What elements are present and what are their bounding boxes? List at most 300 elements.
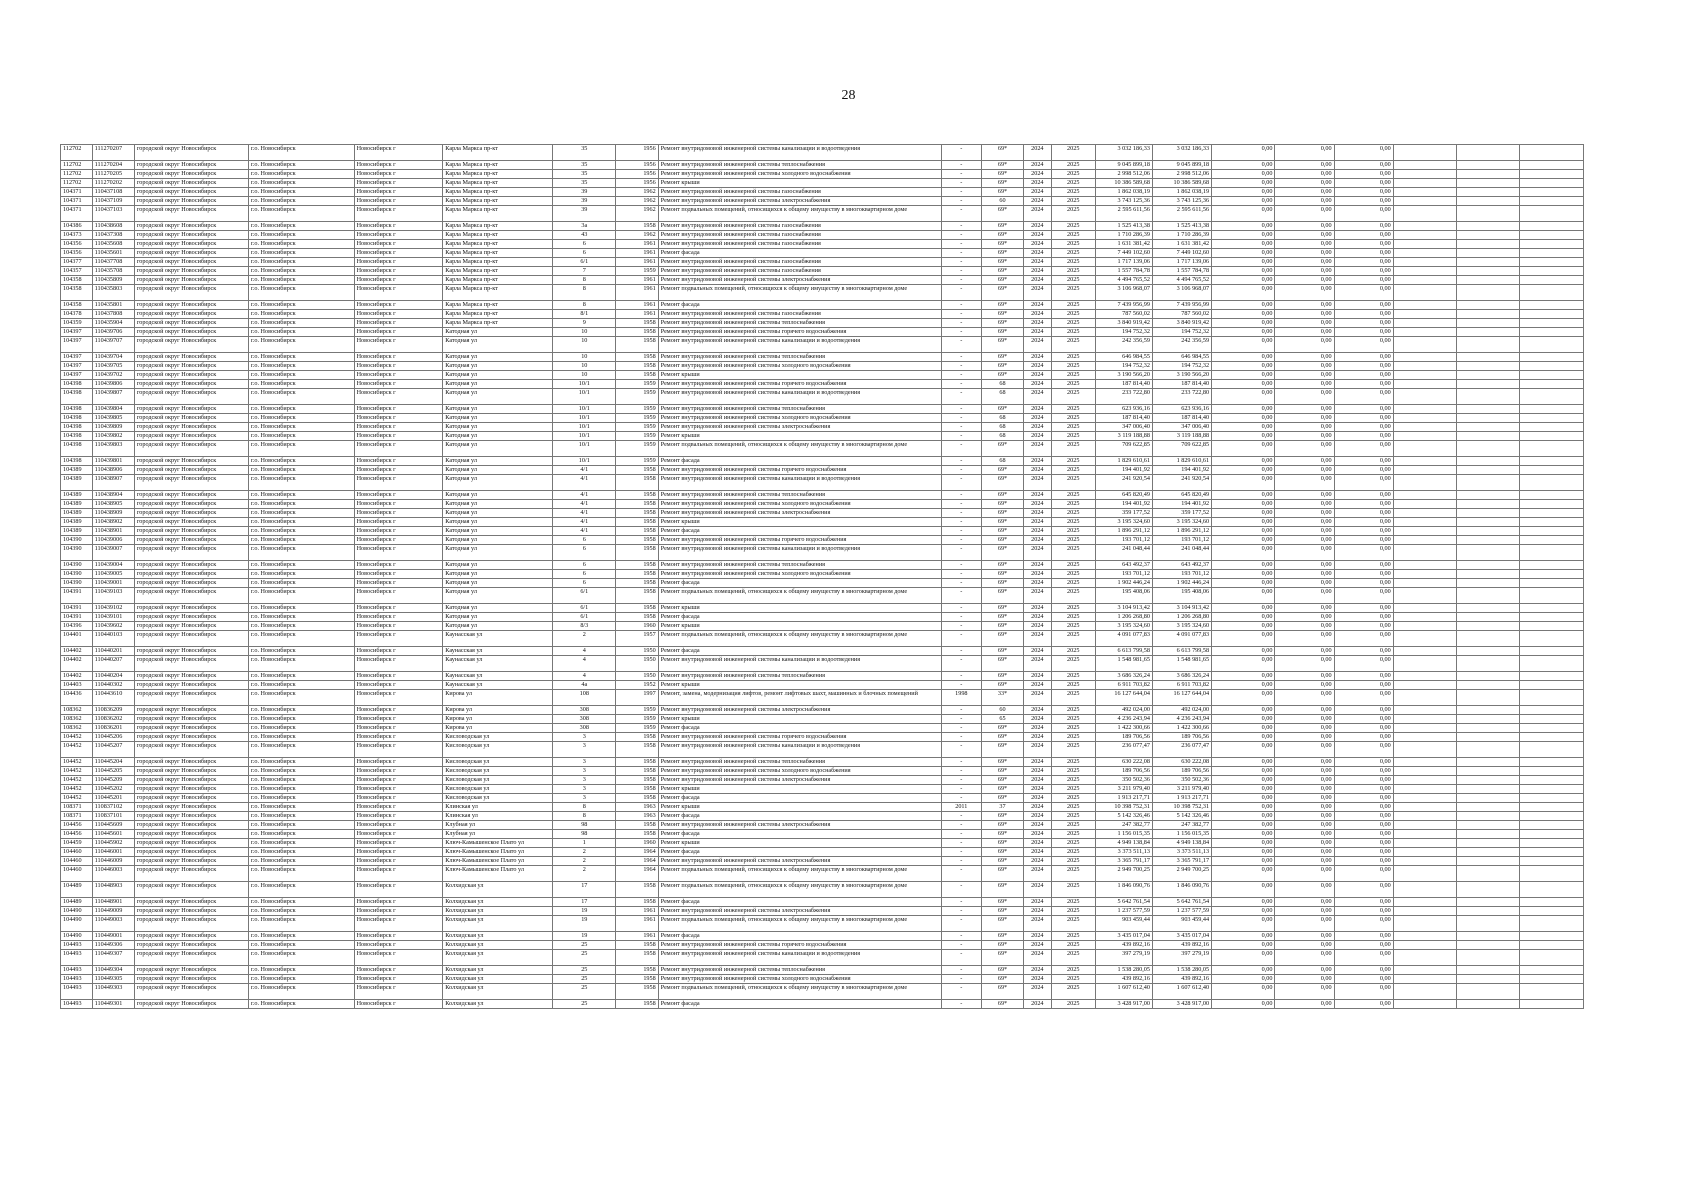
regional-cost-cell: 0,00 [1275, 432, 1334, 441]
house-number-cell: 4 [553, 647, 616, 656]
city-cell: Новосибирск г [354, 647, 443, 656]
work-type-cell: Ремонт крыши [658, 179, 941, 188]
street-cell: Катодная ул [443, 457, 553, 466]
build-year-cell: 1959 [616, 724, 658, 733]
street-cell: Ключ-Камышенское Плато ул [443, 839, 553, 848]
settlement-cell: г.о. Новосибирск [248, 536, 354, 545]
plan-year-end-cell: 2025 [1051, 848, 1095, 857]
total-cost-cell: 189 706,56 [1095, 733, 1152, 742]
fund-cost-cell: 5 142 326,46 [1152, 812, 1211, 821]
local-cost-cell: 0,00 [1334, 907, 1393, 916]
empty-cell-3 [1520, 545, 1584, 561]
empty-cell-2 [1457, 267, 1520, 276]
street-cell: Карла Маркса пр-кт [443, 188, 553, 197]
plan-year-end-cell: 2025 [1051, 197, 1095, 206]
local-cost-cell: 0,00 [1334, 222, 1393, 231]
total-cost-cell: 1 829 610,61 [1095, 457, 1152, 466]
plan-year-end-cell: 2025 [1051, 579, 1095, 588]
local-cost-cell: 0,00 [1334, 145, 1393, 161]
empty-cell-2 [1457, 371, 1520, 380]
total-cost-cell: 359 177,52 [1095, 509, 1152, 518]
fund-cost-cell: 189 706,56 [1152, 767, 1211, 776]
federal-cost-cell: 0,00 [1212, 466, 1275, 475]
regional-cost-cell: 0,00 [1275, 950, 1334, 966]
regional-cost-cell: 0,00 [1275, 706, 1334, 715]
build-year-cell: 1961 [616, 932, 658, 941]
regional-cost-cell: 0,00 [1275, 882, 1334, 898]
house-number-cell: 6 [553, 545, 616, 561]
municipality-cell: городской округ Новосибирск [134, 898, 248, 907]
settlement-cell: г.о. Новосибирск [248, 161, 354, 170]
work-type-cell: Ремонт внутридомовой инженерной системы электроснабжения [658, 423, 941, 432]
city-cell: Новосибирск г [354, 767, 443, 776]
local-cost-cell: 0,00 [1334, 690, 1393, 706]
empty-cell-2 [1457, 690, 1520, 706]
municipality-cell: городской округ Новосибирск [134, 518, 248, 527]
table-row [61, 803, 1584, 812]
empty-cell-1 [1393, 916, 1456, 932]
work-type-cell: Ремонт подвальных помещений, относящихся к общему имуществу в многоквартирном доме [658, 866, 941, 882]
local-cost-cell: 0,00 [1334, 613, 1393, 622]
building-id-cell: 112702 [61, 179, 93, 188]
fund-cost-cell: 4 494 765,52 [1152, 276, 1211, 285]
plan-year-start-cell: 2024 [1024, 380, 1051, 389]
plan-year-start-cell: 2024 [1024, 724, 1051, 733]
local-cost-cell: 0,00 [1334, 794, 1393, 803]
plan-year-start-cell: 2024 [1024, 310, 1051, 319]
empty-cell-3 [1520, 500, 1584, 509]
table-row [61, 733, 1584, 742]
settlement-cell: г.о. Новосибирск [248, 258, 354, 267]
table-row [61, 561, 1584, 570]
wear-percent-cell: 69* [981, 231, 1023, 240]
municipality-cell: городской округ Новосибирск [134, 631, 248, 647]
last-repair-year-cell: - [941, 830, 981, 839]
settlement-cell: г.о. Новосибирск [248, 475, 354, 491]
work-id-cell: 110439102 [92, 604, 134, 613]
empty-cell-3 [1520, 405, 1584, 414]
city-cell: Новосибирск г [354, 604, 443, 613]
empty-cell-1 [1393, 690, 1456, 706]
total-cost-cell: 7 439 956,99 [1095, 301, 1152, 310]
work-type-cell: Ремонт фасада [658, 613, 941, 622]
empty-cell-2 [1457, 706, 1520, 715]
empty-cell-3 [1520, 812, 1584, 821]
local-cost-cell: 0,00 [1334, 724, 1393, 733]
house-number-cell: 25 [553, 1000, 616, 1009]
fund-cost-cell: 3 743 125,36 [1152, 197, 1211, 206]
plan-year-end-cell: 2025 [1051, 249, 1095, 258]
empty-cell-3 [1520, 249, 1584, 258]
street-cell: Катодная ул [443, 353, 553, 362]
table-row [61, 206, 1584, 222]
building-id-cell: 104356 [61, 249, 93, 258]
wear-percent-cell: 69* [981, 812, 1023, 821]
house-number-cell: 39 [553, 197, 616, 206]
plan-year-start-cell: 2024 [1024, 545, 1051, 561]
building-id-cell: 104391 [61, 613, 93, 622]
total-cost-cell: 439 892,16 [1095, 975, 1152, 984]
empty-cell-1 [1393, 161, 1456, 170]
local-cost-cell: 0,00 [1334, 776, 1393, 785]
city-cell: Новосибирск г [354, 848, 443, 857]
work-type-cell: Ремонт внутридомовой инженерной системы горячего водоснабжения [658, 733, 941, 742]
settlement-cell: г.о. Новосибирск [248, 206, 354, 222]
empty-cell-3 [1520, 179, 1584, 188]
table-row [61, 276, 1584, 285]
regional-cost-cell: 0,00 [1275, 249, 1334, 258]
work-type-cell: Ремонт крыши [658, 715, 941, 724]
plan-year-end-cell: 2025 [1051, 441, 1095, 457]
city-cell: Новосибирск г [354, 830, 443, 839]
settlement-cell: г.о. Новосибирск [248, 545, 354, 561]
empty-cell-3 [1520, 466, 1584, 475]
building-id-cell: 104391 [61, 604, 93, 613]
wear-percent-cell: 69* [981, 362, 1023, 371]
build-year-cell: 1956 [616, 170, 658, 179]
fund-cost-cell: 194 752,32 [1152, 362, 1211, 371]
federal-cost-cell: 0,00 [1212, 941, 1275, 950]
municipality-cell: городской округ Новосибирск [134, 1000, 248, 1009]
wear-percent-cell: 68 [981, 423, 1023, 432]
local-cost-cell: 0,00 [1334, 536, 1393, 545]
table-row [61, 579, 1584, 588]
last-repair-year-cell: - [941, 706, 981, 715]
work-id-cell: 110437103 [92, 206, 134, 222]
empty-cell-2 [1457, 337, 1520, 353]
total-cost-cell: 3 373 511,13 [1095, 848, 1152, 857]
regional-cost-cell: 0,00 [1275, 830, 1334, 839]
local-cost-cell: 0,00 [1334, 258, 1393, 267]
settlement-cell: г.о. Новосибирск [248, 145, 354, 161]
fund-cost-cell: 10 386 589,68 [1152, 179, 1211, 188]
house-number-cell: 35 [553, 179, 616, 188]
work-type-cell: Ремонт внутридомовой инженерной системы электроснабжения [658, 276, 941, 285]
regional-cost-cell: 0,00 [1275, 672, 1334, 681]
last-repair-year-cell: - [941, 389, 981, 405]
settlement-cell: г.о. Новосибирск [248, 389, 354, 405]
empty-cell-1 [1393, 848, 1456, 857]
federal-cost-cell: 0,00 [1212, 475, 1275, 491]
work-type-cell: Ремонт внутридомовой инженерной системы теплоснабжения [658, 319, 941, 328]
federal-cost-cell: 0,00 [1212, 161, 1275, 170]
build-year-cell: 1959 [616, 457, 658, 466]
city-cell: Новосибирск г [354, 975, 443, 984]
table-row [61, 337, 1584, 353]
table-row [61, 353, 1584, 362]
plan-year-start-cell: 2024 [1024, 776, 1051, 785]
city-cell: Новосибирск г [354, 231, 443, 240]
municipality-cell: городской округ Новосибирск [134, 742, 248, 758]
municipality-cell: городской округ Новосибирск [134, 466, 248, 475]
last-repair-year-cell: - [941, 932, 981, 941]
street-cell: Клинская ул [443, 812, 553, 821]
regional-cost-cell: 0,00 [1275, 821, 1334, 830]
municipality-cell: городской округ Новосибирск [134, 588, 248, 604]
empty-cell-2 [1457, 882, 1520, 898]
federal-cost-cell: 0,00 [1212, 441, 1275, 457]
last-repair-year-cell: 1998 [941, 690, 981, 706]
fund-cost-cell: 1 156 015,35 [1152, 830, 1211, 839]
empty-cell-2 [1457, 579, 1520, 588]
empty-cell-1 [1393, 1000, 1456, 1009]
federal-cost-cell: 0,00 [1212, 267, 1275, 276]
street-cell: Карла Маркса пр-кт [443, 301, 553, 310]
house-number-cell: 8 [553, 285, 616, 301]
settlement-cell: г.о. Новосибирск [248, 188, 354, 197]
plan-year-end-cell: 2025 [1051, 319, 1095, 328]
table-row [61, 898, 1584, 907]
work-id-cell: 110437708 [92, 258, 134, 267]
wear-percent-cell: 69* [981, 570, 1023, 579]
empty-cell-3 [1520, 222, 1584, 231]
building-id-cell: 104398 [61, 432, 93, 441]
empty-cell-3 [1520, 145, 1584, 161]
fund-cost-cell: 1 422 300,66 [1152, 724, 1211, 733]
empty-cell-2 [1457, 767, 1520, 776]
federal-cost-cell: 0,00 [1212, 681, 1275, 690]
fund-cost-cell: 787 560,02 [1152, 310, 1211, 319]
empty-cell-2 [1457, 491, 1520, 500]
last-repair-year-cell: - [941, 785, 981, 794]
regional-cost-cell: 0,00 [1275, 812, 1334, 821]
building-id-cell: 104373 [61, 231, 93, 240]
city-cell: Новосибирск г [354, 249, 443, 258]
local-cost-cell: 0,00 [1334, 301, 1393, 310]
work-type-cell: Ремонт внутридомовой инженерной системы теплоснабжения [658, 561, 941, 570]
municipality-cell: городской округ Новосибирск [134, 337, 248, 353]
local-cost-cell: 0,00 [1334, 319, 1393, 328]
build-year-cell: 1958 [616, 328, 658, 337]
work-id-cell: 110439007 [92, 545, 134, 561]
empty-cell-1 [1393, 706, 1456, 715]
work-id-cell: 111270207 [92, 145, 134, 161]
wear-percent-cell: 69* [981, 588, 1023, 604]
plan-year-start-cell: 2024 [1024, 647, 1051, 656]
empty-cell-2 [1457, 839, 1520, 848]
city-cell: Новосибирск г [354, 966, 443, 975]
settlement-cell: г.о. Новосибирск [248, 414, 354, 423]
federal-cost-cell: 0,00 [1212, 812, 1275, 821]
total-cost-cell: 1 422 300,66 [1095, 724, 1152, 733]
last-repair-year-cell: - [941, 267, 981, 276]
street-cell: Карла Маркса пр-кт [443, 206, 553, 222]
house-number-cell: 3 [553, 767, 616, 776]
empty-cell-1 [1393, 466, 1456, 475]
build-year-cell: 1961 [616, 240, 658, 249]
empty-cell-1 [1393, 414, 1456, 423]
street-cell: Карла Маркса пр-кт [443, 258, 553, 267]
street-cell: Катодная ул [443, 441, 553, 457]
table-row [61, 812, 1584, 821]
federal-cost-cell: 0,00 [1212, 742, 1275, 758]
settlement-cell: г.о. Новосибирск [248, 604, 354, 613]
regional-cost-cell: 0,00 [1275, 389, 1334, 405]
plan-year-end-cell: 2025 [1051, 491, 1095, 500]
plan-year-end-cell: 2025 [1051, 231, 1095, 240]
empty-cell-2 [1457, 966, 1520, 975]
empty-cell-1 [1393, 197, 1456, 206]
empty-cell-2 [1457, 285, 1520, 301]
total-cost-cell: 1 846 090,76 [1095, 882, 1152, 898]
building-id-cell: 108371 [61, 812, 93, 821]
table-row [61, 188, 1584, 197]
work-id-cell: 110449303 [92, 984, 134, 1000]
plan-year-end-cell: 2025 [1051, 604, 1095, 613]
street-cell: Карла Маркса пр-кт [443, 319, 553, 328]
federal-cost-cell: 0,00 [1212, 821, 1275, 830]
settlement-cell: г.о. Новосибирск [248, 380, 354, 389]
empty-cell-1 [1393, 715, 1456, 724]
total-cost-cell: 350 502,36 [1095, 776, 1152, 785]
street-cell: Карла Маркса пр-кт [443, 267, 553, 276]
build-year-cell: 1958 [616, 500, 658, 509]
last-repair-year-cell: - [941, 222, 981, 231]
work-id-cell: 110438905 [92, 500, 134, 509]
municipality-cell: городской округ Новосибирск [134, 622, 248, 631]
house-number-cell: 4/1 [553, 518, 616, 527]
municipality-cell: городской округ Новосибирск [134, 179, 248, 188]
build-year-cell: 1959 [616, 715, 658, 724]
work-type-cell: Ремонт крыши [658, 432, 941, 441]
table-row [61, 527, 1584, 536]
empty-cell-1 [1393, 742, 1456, 758]
empty-cell-3 [1520, 690, 1584, 706]
build-year-cell: 1958 [616, 491, 658, 500]
municipality-cell: городской округ Новосибирск [134, 866, 248, 882]
work-type-cell: Ремонт внутридомовой инженерной системы горячего водоснабжения [658, 380, 941, 389]
empty-cell-2 [1457, 405, 1520, 414]
table-row [61, 545, 1584, 561]
work-id-cell: 110435801 [92, 301, 134, 310]
build-year-cell: 1958 [616, 579, 658, 588]
street-cell: Катодная ул [443, 466, 553, 475]
city-cell: Новосибирск г [354, 457, 443, 466]
street-cell: Карла Маркса пр-кт [443, 179, 553, 188]
wear-percent-cell: 69* [981, 301, 1023, 310]
regional-cost-cell: 0,00 [1275, 285, 1334, 301]
empty-cell-2 [1457, 362, 1520, 371]
empty-cell-2 [1457, 724, 1520, 733]
table-row [61, 310, 1584, 319]
plan-year-start-cell: 2024 [1024, 258, 1051, 267]
municipality-cell: городской округ Новосибирск [134, 371, 248, 380]
empty-cell-3 [1520, 857, 1584, 866]
house-number-cell: 10 [553, 362, 616, 371]
municipality-cell: городской округ Новосибирск [134, 932, 248, 941]
plan-year-end-cell: 2025 [1051, 545, 1095, 561]
work-type-cell: Ремонт внутридомовой инженерной системы холодного водоснабжения [658, 362, 941, 371]
settlement-cell: г.о. Новосибирск [248, 984, 354, 1000]
street-cell: Кисловодская ул [443, 776, 553, 785]
work-id-cell: 110438904 [92, 491, 134, 500]
wear-percent-cell: 69* [981, 258, 1023, 267]
empty-cell-2 [1457, 776, 1520, 785]
house-number-cell: 25 [553, 975, 616, 984]
empty-cell-2 [1457, 231, 1520, 240]
plan-year-end-cell: 2025 [1051, 690, 1095, 706]
work-id-cell: 110439802 [92, 432, 134, 441]
municipality-cell: городской округ Новосибирск [134, 145, 248, 161]
city-cell: Новосибирск г [354, 206, 443, 222]
last-repair-year-cell: - [941, 249, 981, 258]
plan-year-start-cell: 2024 [1024, 441, 1051, 457]
federal-cost-cell: 0,00 [1212, 423, 1275, 432]
street-cell: Катодная ул [443, 380, 553, 389]
city-cell: Новосибирск г [354, 794, 443, 803]
work-id-cell: 110440204 [92, 672, 134, 681]
plan-year-start-cell: 2024 [1024, 240, 1051, 249]
plan-year-start-cell: 2024 [1024, 362, 1051, 371]
empty-cell-3 [1520, 866, 1584, 882]
building-id-cell: 104460 [61, 866, 93, 882]
house-number-cell: 6 [553, 536, 616, 545]
plan-year-end-cell: 2025 [1051, 258, 1095, 267]
build-year-cell: 1962 [616, 231, 658, 240]
fund-cost-cell: 2 949 700,25 [1152, 866, 1211, 882]
plan-year-end-cell: 2025 [1051, 170, 1095, 179]
street-cell: Катодная ул [443, 328, 553, 337]
empty-cell-2 [1457, 466, 1520, 475]
empty-cell-3 [1520, 285, 1584, 301]
municipality-cell: городской округ Новосибирск [134, 188, 248, 197]
wear-percent-cell: 33* [981, 690, 1023, 706]
work-type-cell: Ремонт внутридомовой инженерной системы электроснабжения [658, 509, 941, 518]
empty-cell-2 [1457, 830, 1520, 839]
plan-year-start-cell: 2024 [1024, 907, 1051, 916]
street-cell: Катодная ул [443, 362, 553, 371]
plan-year-start-cell: 2024 [1024, 276, 1051, 285]
work-type-cell: Ремонт фасада [658, 848, 941, 857]
plan-year-end-cell: 2025 [1051, 758, 1095, 767]
municipality-cell: городской округ Новосибирск [134, 758, 248, 767]
work-type-cell: Ремонт фасада [658, 724, 941, 733]
local-cost-cell: 0,00 [1334, 475, 1393, 491]
total-cost-cell: 439 892,16 [1095, 941, 1152, 950]
local-cost-cell: 0,00 [1334, 848, 1393, 857]
empty-cell-2 [1457, 545, 1520, 561]
federal-cost-cell: 0,00 [1212, 518, 1275, 527]
building-id-cell: 104398 [61, 457, 93, 466]
wear-percent-cell: 65 [981, 715, 1023, 724]
municipality-cell: городской округ Новосибирск [134, 222, 248, 231]
fund-cost-cell: 3 435 017,04 [1152, 932, 1211, 941]
empty-cell-2 [1457, 319, 1520, 328]
build-year-cell: 1958 [616, 733, 658, 742]
plan-year-end-cell: 2025 [1051, 631, 1095, 647]
street-cell: Карла Маркса пр-кт [443, 240, 553, 249]
build-year-cell: 1959 [616, 380, 658, 389]
regional-cost-cell: 0,00 [1275, 197, 1334, 206]
house-number-cell: 3 [553, 794, 616, 803]
last-repair-year-cell: - [941, 898, 981, 907]
local-cost-cell: 0,00 [1334, 310, 1393, 319]
municipality-cell: городской округ Новосибирск [134, 500, 248, 509]
last-repair-year-cell: - [941, 432, 981, 441]
municipality-cell: городской округ Новосибирск [134, 821, 248, 830]
building-id-cell: 104489 [61, 882, 93, 898]
plan-year-end-cell: 2025 [1051, 932, 1095, 941]
federal-cost-cell: 0,00 [1212, 500, 1275, 509]
empty-cell-1 [1393, 249, 1456, 258]
municipality-cell: городской округ Новосибирск [134, 197, 248, 206]
plan-year-start-cell: 2024 [1024, 966, 1051, 975]
empty-cell-2 [1457, 527, 1520, 536]
empty-cell-2 [1457, 570, 1520, 579]
build-year-cell: 1961 [616, 907, 658, 916]
empty-cell-2 [1457, 500, 1520, 509]
empty-cell-2 [1457, 509, 1520, 518]
